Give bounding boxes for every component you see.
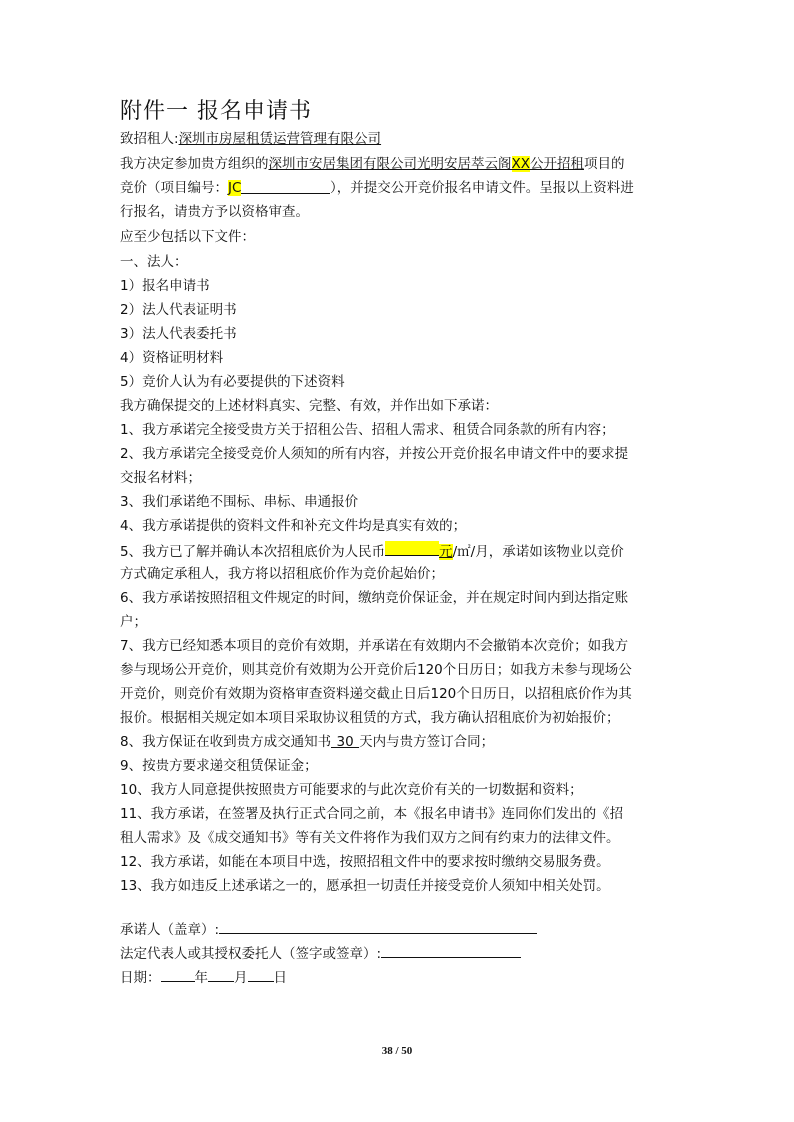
commitment-5-text: 5、我方已了解并确认本次招租底价为人民币	[120, 544, 386, 560]
signature-representative-field[interactable]	[381, 943, 521, 958]
commitment-11-cont: 租人需求》及《成交通知书》等有关文件将作为我们双方之间有约束力的法律文件。	[120, 830, 620, 846]
project-company: 深圳市安居集团有限公司光明安居萃云阁	[268, 156, 512, 172]
list-item: 4）资格证明材料	[120, 350, 224, 366]
signature-promisor-field[interactable]	[219, 919, 537, 934]
commitment-6: 6、我方承诺按照招租文件规定的时间，缴纳竞价保证金，并在规定时间内到达指定账	[120, 590, 629, 606]
intro-line-2	[120, 179, 634, 197]
base-price-field[interactable]	[385, 541, 439, 556]
list-item: 5）竞价人认为有必要提供的下述资料	[120, 374, 345, 390]
intro-line-1	[120, 155, 625, 173]
page-title: 附件一 报名申请书	[120, 99, 312, 124]
addressee-name: 深圳市房屋租赁运营管理有限公司	[178, 131, 382, 147]
signature-promisor	[120, 919, 537, 939]
date-year-field[interactable]	[161, 967, 195, 982]
commitment-1: 1、我方承诺完全接受贵方关于招租公告、招租人需求、租赁合同条款的所有内容；	[120, 422, 615, 438]
commitment-2: 2、我方承诺完全接受竞价人须知的所有内容，并按公开竞价报名申请文件中的要求提	[120, 446, 629, 462]
list-item: 2）法人代表证明书	[120, 302, 237, 318]
commitment-13: 13、我方如违反上述承诺之一的，愿承担一切责任并接受竞价人须知中相关处罚。	[120, 878, 610, 894]
commitment-11: 11、我方承诺，在签署及执行正式合同之前，本《报名申请书》连同你们发出的《招	[120, 806, 624, 822]
intro-text-end: 项目的	[584, 156, 625, 172]
commitment-8-text-end: 天内与贵方签订合同；	[359, 734, 495, 750]
commitment-7-cont: 参与现场公开竞价，则其竞价有效期为公开竞价后120个日历日；如我方未参与现场公	[120, 662, 632, 678]
commitment-intro: 我方确保提交的上述材料真实、完整、有效，并作出如下承诺：	[120, 398, 498, 414]
signature-representative-label: 法定代表人或其授权委托人（签字或签章）:	[120, 946, 382, 962]
days-field[interactable]: 30	[331, 733, 359, 748]
project-placeholder: XX	[511, 156, 530, 172]
commitment-5	[120, 541, 624, 561]
commitment-12: 12、我方承诺，如能在本项目中选，按照招租文件中的要求按时缴纳交易服务费。	[120, 854, 610, 870]
date-label: 日期：	[120, 970, 161, 986]
docs-heading: 应至少包括以下文件：	[120, 229, 255, 245]
intro-line-3: 行报名，请贵方予以资格审查。	[120, 204, 309, 220]
commitment-10: 10、我方人同意提供按照贵方可能要求的与此次竞价有关的一切数据和资料；	[120, 782, 583, 798]
commitment-5-cont: 方式确定承租人，我方将以招租底价作为竞价起始价；	[120, 566, 444, 582]
project-code-label: 竞价（项目编号：	[120, 180, 228, 196]
commitment-9: 9、按贵方要求递交租赁保证金；	[120, 758, 318, 774]
commitment-8-text: 8、我方保证在收到贵方成交通知书	[120, 734, 332, 750]
date-month-label: 月	[234, 970, 248, 986]
list-item: 1）报名申请书	[120, 278, 210, 294]
signature-promisor-label: 承诺人（盖章）:	[120, 922, 220, 938]
commitment-6-cont: 户；	[120, 614, 147, 630]
project-code-field[interactable]	[228, 179, 330, 194]
intro-text-cont: ），并提交公开竞价报名申请文件。呈报以上资料进	[330, 180, 634, 196]
page-number: 38 / 50	[381, 1045, 413, 1057]
commitment-3: 3、我们承诺绝不围标、串标、串通报价	[120, 494, 359, 510]
addressee-label: 致招租人:	[120, 131, 179, 147]
commitment-2-cont: 交报名材料；	[120, 470, 201, 486]
addressee-line	[120, 130, 381, 148]
date-day-label: 日	[273, 970, 287, 986]
list-item: 3）法人代表委托书	[120, 326, 237, 342]
legal-heading: 一、法人：	[120, 254, 188, 270]
price-unit: 元	[439, 544, 453, 560]
date-month-field[interactable]	[208, 967, 234, 982]
date-year-label: 年	[194, 970, 208, 986]
project-code-value: JC	[228, 180, 242, 196]
date-line	[120, 967, 287, 987]
date-day-field[interactable]	[248, 967, 274, 982]
intro-text: 我方决定参加贵方组织的	[120, 156, 269, 172]
commitment-7: 7、我方已经知悉本项目的竞价有效期，并承诺在有效期内不会撤销本次竞价；如我方	[120, 638, 629, 654]
commitment-7-cont: 开竞价，则竞价有效期为资格审查资料递交截止日后120个日历日，以招租底价作为其	[120, 686, 632, 702]
commitment-8	[120, 733, 494, 751]
project-type: 公开招租	[530, 156, 584, 172]
commitment-5-text-end: /㎡/月，承诺如该物业以竞价	[452, 544, 624, 560]
commitment-4: 4、我方承诺提供的资料文件和补充文件均是真实有效的；	[120, 518, 467, 534]
signature-representative	[120, 943, 521, 963]
commitment-7-cont: 报价。根据相关规定如本项目采取协议租赁的方式，我方确认招租底价为初始报价；	[120, 710, 620, 726]
